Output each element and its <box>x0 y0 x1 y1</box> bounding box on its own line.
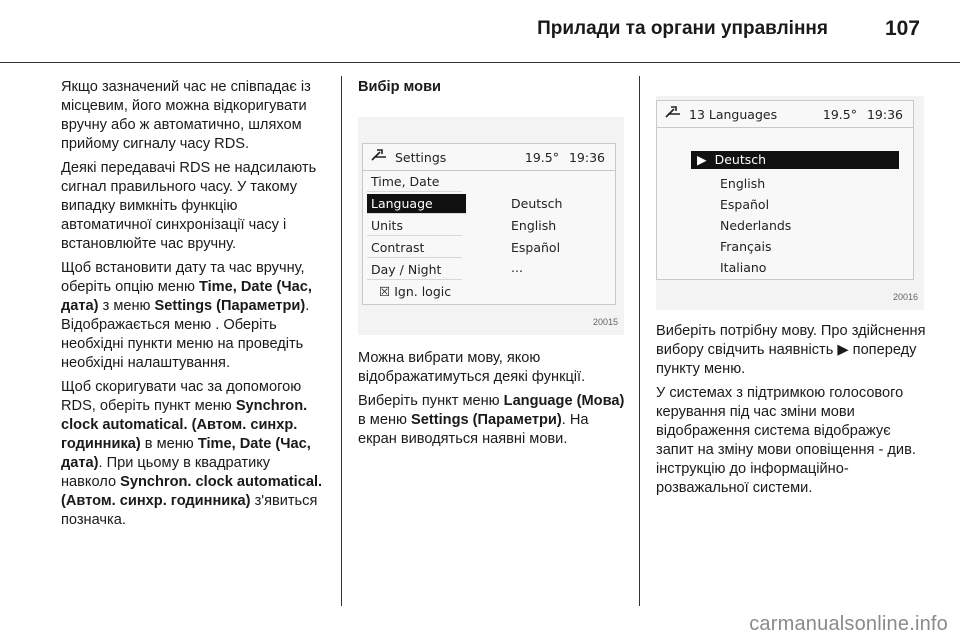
paragraph: Виберіть пункт меню Language (Мова) в меню Settings (Параметри). На екран виводяться наявні мови. <box>358 393 625 447</box>
settings-wrench-icon <box>371 148 389 167</box>
paragraph: Щоб встановити дату та час вручну, оберіть опцію меню Time, Date (Час, дата) з меню Settings (Параметри). Відображається меню . Оберіть необхідні пункти меню на проведіть необхідні налаштування. <box>61 260 312 371</box>
column-divider <box>639 76 640 606</box>
clock: 19:36 <box>568 149 605 165</box>
clock: 19:36 <box>866 106 903 122</box>
column-3 <box>656 78 928 503</box>
page-title: Прилади та органи управління <box>537 18 828 39</box>
section-heading: Вибір мови <box>358 79 442 95</box>
language-item[interactable]: Español <box>720 197 770 212</box>
settings-wrench-icon <box>665 105 683 124</box>
languages-screen <box>656 100 914 280</box>
image-number: 20015 <box>592 317 618 327</box>
paragraph: Щоб скоригувати час за допомогою RDS, оберіть пункт меню Synchron. clock automatical. (Автом. синхр. годинника) в меню Time, Date (Час, дата). При цьому в квадратику навколо Synchron. clock automatical. (Автом. синхр. годинника) з'явиться позначка. <box>61 379 323 528</box>
settings-screen <box>362 143 616 305</box>
menu-item-contrast[interactable]: Contrast <box>367 238 462 258</box>
paragraph: У системах з підтримкою голосового керування під час зміни мови відображення система відображує запит на зміну мови оповіщення - див. інструкцію до інформаційно-розважальної системи. <box>656 385 916 496</box>
screen-title: 13 Languages <box>689 106 778 122</box>
menu-item-language[interactable]: Language <box>367 194 466 214</box>
column-2 <box>358 78 628 454</box>
menu-item-ign-logic[interactable] <box>367 282 462 302</box>
screen-title: Settings <box>395 149 447 165</box>
language-item[interactable]: Italiano <box>720 260 767 275</box>
page-header <box>0 0 960 63</box>
language-item-selected[interactable]: ▶ Deutsch <box>691 151 899 169</box>
paragraph: Можна вибрати мову, якою відображатимуться деякі функції. <box>358 350 586 385</box>
paragraph: Деякі передавачі RDS не надсилають сигнал правильного часу. У такому випадку вимкніть функцію автоматичної синхронізації часу і встановлюйте час вручну. <box>61 160 317 252</box>
settings-screen-figure <box>358 117 624 335</box>
image-number: 20016 <box>892 292 918 302</box>
temperature: 19.5° <box>822 106 857 122</box>
menu-item-time-date[interactable]: Time, Date <box>367 172 462 192</box>
page-number: 107 <box>884 17 920 40</box>
language-item[interactable]: Français <box>720 239 772 254</box>
menu-item-units[interactable]: Units <box>367 216 462 236</box>
language-option[interactable]: Deutsch <box>511 196 563 211</box>
screen-title-bar <box>657 101 913 128</box>
language-option[interactable]: English <box>511 218 557 233</box>
menu-item-day-night[interactable]: Day / Night <box>367 260 462 280</box>
paragraph: Виберіть потрібну мову. Про здійснення вибору свідчить наявність ▶ попереду пункту меню. <box>656 323 926 377</box>
selection-arrow-icon: ▶ <box>697 152 707 167</box>
column-divider <box>341 76 342 606</box>
watermark: carmanualsonline.info <box>749 613 948 635</box>
menu-item-label: Ign. logic <box>394 284 452 299</box>
languages-screen-figure <box>656 96 924 310</box>
paragraph: Якщо зазначений час не співпадає із місцевим, його можна відкоригувати вручну або ж автоматично, шляхом прийому сигналу часу RDS. <box>61 79 311 152</box>
screen-title-bar <box>363 144 615 171</box>
more-options[interactable]: ... <box>511 260 523 275</box>
temperature: 19.5° <box>524 149 559 165</box>
language-option[interactable]: Español <box>511 240 561 255</box>
checkbox-icon: ☒ <box>379 284 391 299</box>
language-item[interactable]: English <box>720 176 766 191</box>
language-item[interactable]: Nederlands <box>720 218 792 233</box>
column-1 <box>61 78 327 535</box>
